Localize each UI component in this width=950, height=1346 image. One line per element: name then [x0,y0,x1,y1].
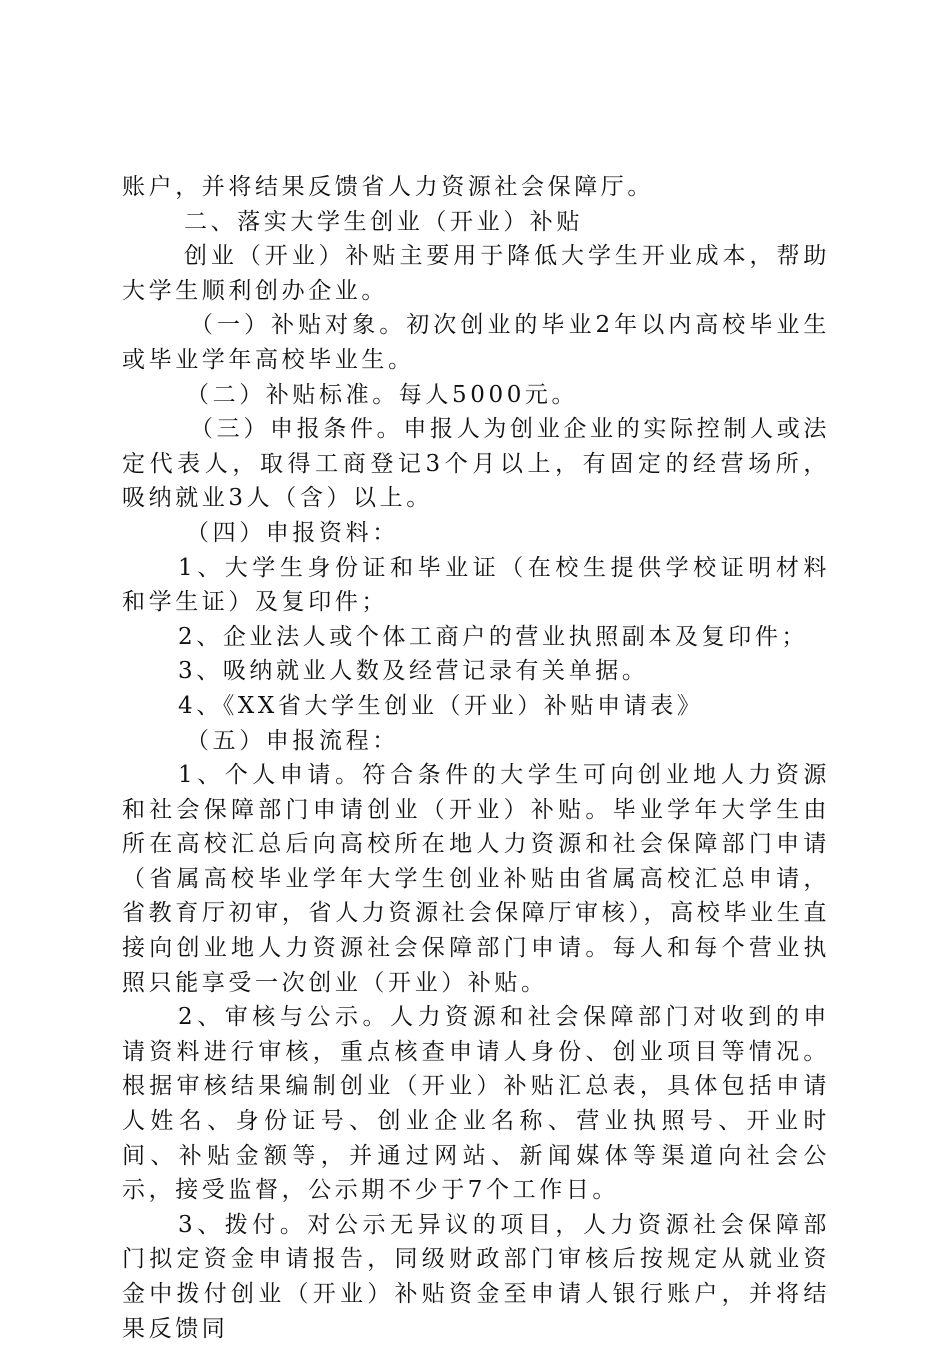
subsection-heading: （四）申报资料： [186,519,399,546]
list-item: 2、审核与公示。人力资源和社会保障部门对收到的申请资料进行审核，重点核查申请人身份、创业项目等情况。根据审核结果编制创业（开业）补贴汇总表，具体包括申请人姓名、身份证号、创业企业名称、营业执照号、开业时间、补贴金额等，并通过网站、新闻媒体等渠道向社会公示，接受监督，公示期不少于7个工作日。 [122,1004,830,1204]
list-item: 1、大学生身份证和毕业证（在校生提供学校证明材料和学生证）及复印件； [122,554,830,616]
list-item: 3、拨付。对公示无异议的项目，人力资源社会保障部门拟定资金申请报告，同级财政部门审核后按规定从就业资金中拨付创业（开业）补贴资金至申请人银行账户，并将结果反馈同 [122,1211,830,1342]
list-item: 3、吸纳就业人数及经营记录有关单据。 [178,658,649,685]
paragraph: （二）补贴标准。每人5000元。 [186,381,579,408]
list-item: 2、企业法人或个体工商户的营业执照副本及复印件； [178,623,809,650]
list-item: 4、《XX省大学生创业（开业）补贴申请表》 [178,692,704,719]
section-heading: 二、落实大学生创业（开业）补贴 [184,208,583,235]
paragraph: （三）申报条件。申报人为创业企业的实际控制人或法定代表人，取得工商登记3个月以上，有固定的经营场所，吸纳就业3人（含）以上。 [122,416,830,512]
paragraph: 创业（开业）补贴主要用于降低大学生开业成本，帮助大学生顺利创办企业。 [122,243,830,304]
document-body [122,170,830,1346]
list-item: 1、个人申请。符合条件的大学生可向创业地人力资源和社会保障部门申请创业（开业）补贴。毕业学年大学生由所在高校汇总后向高校所在地人力资源和社会保障部门申请（省属高校毕业学年大学生创业补贴由省属高校汇总申请，省教育厅初审，省人力资源社会保障厅审核），高校毕业生直接向创业地人力资源社会保障部门申请。每人和每个营业执照只能享受一次创业（开业）补贴。 [122,762,830,996]
paragraph: 账户，并将结果反馈省人力资源社会保障厅。 [122,174,654,200]
subsection-heading: （五）申报流程： [186,727,399,754]
paragraph: （一）补贴对象。初次创业的毕业2年以内高校毕业生或毕业学年高校毕业生。 [122,312,830,373]
